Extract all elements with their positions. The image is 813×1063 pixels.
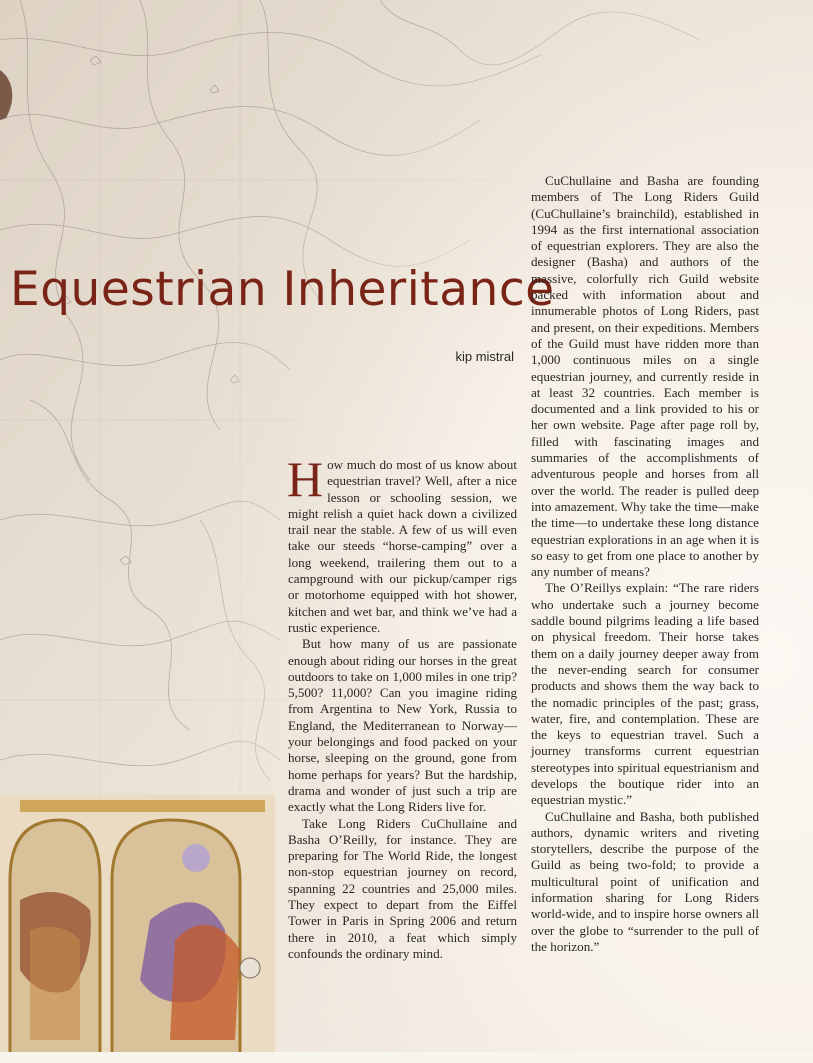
paragraph: But how many of us are passionate enough about riding our horses in the great outdoors to take on 1,000 miles in one trip? 5,500? 11,000? Can you imagine riding from Argentina to New York, Russia to England, the Mediterranean to Norway— your belongings and food packed on your horse, sleeping on the ground, gone from home perhaps for years? But the hardship, drama and wonder of just such a trip are exactly what the Long Riders live for. (288, 636, 517, 815)
page-edge (0, 1052, 813, 1063)
illuminated-corner-art (0, 795, 275, 1057)
paragraph: Take Long Riders CuChullaine and Basha O’Reilly, for instance. They are preparing for The World Ride, the longest non-stop equestrian journey on record, spanning 22 countries and 25,000 miles. They expect to depart from the Eiffel Tower in Paris in Spring 2006 and return there in 2010, a feat which simply confounds the ordinary mind. (288, 815, 517, 961)
article-title: Equestrian Inheritance (10, 262, 555, 317)
paragraph: CuChullaine and Basha are founding members of The Long Riders Guild (CuChullaine’s brainchild), established in 1994 as the first international association of equestrian explorers. They are also the designer (Basha) and authors of the massive, colorfully rich Guild website packed with information about and innumerable photos of Long Riders, past and present, on their expeditions. Members of the Guild must have ridden more than 1,000 continuous miles on a single equestrian journey, and currently reside in at least 32 countries. Each member is documented and a link provided to his or her own website. Page after page roll by, filled with fascinating images and summaries of the accomplishments of adventurous people and horses from all over the world. The reader is pulled deep into amazement. Why take the time—make the time—to undertake these long distance equestrian explorations in an age when it is so easy to get from one place to another by any number of means? (531, 173, 759, 580)
paragraph-text: ow much do most of us know about equestrian travel? Well, after a nice lesson or schooling session, we might relish a quiet hack down a civilized trail near the stable. A few of us will even take our steeds “horse-camping” over a long weekend, trailering them out to a campground with our pickup/camper rigs or motorhome equipped with hot shower, kitchen and wet bar, and think we’ve had a rustic experience. (288, 457, 517, 635)
author-byline: kip mistral (455, 349, 514, 364)
article-column-left (287, 451, 517, 962)
paragraph: The O’Reillys explain: “The rare riders who undertake such a journey become saddle bound pilgrims leading a life based on physical freedom. Their horse takes them on a daily journey deeper away from the never-ending search for consumer products and shows them the way back to the nomadic principles of the past; grass, water, fire, and contemplation. These are the keys to equestrian travel. Such a journey transforms current equestrian stereotypes into spiritual equestrianism and develops the boutique rider into an equestrian mystic.” (531, 580, 759, 808)
article-column-right (531, 173, 759, 955)
drop-cap: H (287, 451, 324, 507)
paragraph (287, 451, 517, 636)
paragraph: CuChullaine and Basha, both published authors, dynamic writers and riveting storytellers, describe the purpose of the Guild as being two-fold; to provide a multicultural point of unification and information sharing for Long Riders world-wide, and to inspire horse owners all over the globe to “surrender to the pull of the horizon.” (531, 808, 759, 954)
